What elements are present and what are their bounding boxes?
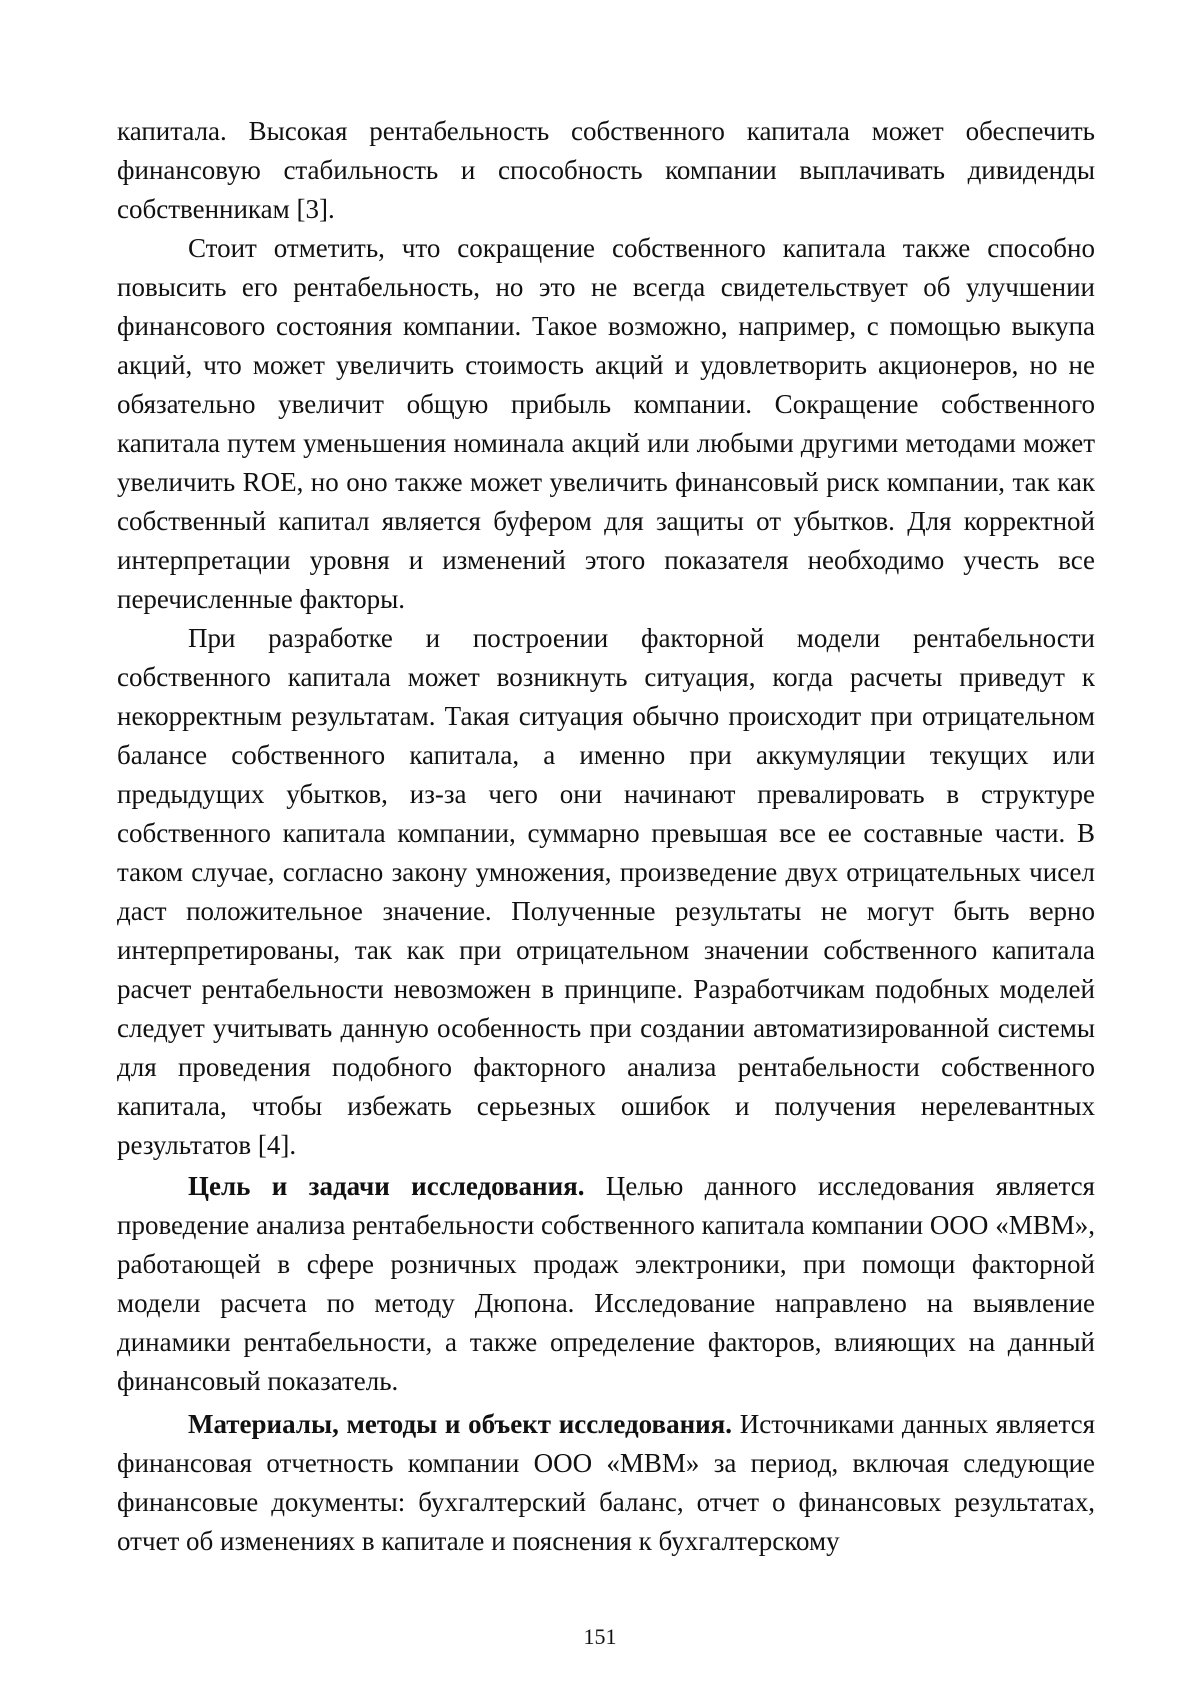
section-heading-goals: Цель и задачи исследования. (188, 1171, 585, 1201)
paragraph-materials-body: Источниками данных является финансовая отчетность компании ООО «МВМ» за период, включая следующие финансовые документы: бухгалтерский баланс, отчет о финансовых результатах, отчет об изменениях в капитале и пояснения к бухгалтерскому (117, 1409, 1095, 1556)
section-heading-materials: Материалы, методы и объект исследования. (188, 1409, 733, 1439)
paragraph-factor-model-issues: При разработке и построении факторной модели рентабельности собственного капитала может возникнуть ситуация, когда расчеты приведут к некорректным результатам. Такая ситуация обычно происходит при отрицательном балансе собственного капитала, а именно при аккумуляции текущих или предыдущих убытков, из-за чего они начинают превалировать в структуре собственного капитала компании, суммарно превышая все ее составные части. В таком случае, согласно закону умножения, произведение двух отрицательных чисел даст положительное значение. Полученные результаты не могут быть верно интерпретированы, так как при отрицательном значении собственного капитала расчет рентабельности невозможен в принципе. Разработчикам подобных моделей следует учитывать данную особенность при создании автоматизированной системы для проведения подобного факторного анализа рентабельности собственного капитала, чтобы избежать серьезных ошибок и получения нерелевантных результатов [4]. (117, 623, 1095, 1160)
paragraph-goals (117, 1167, 1095, 1401)
page-number: 151 (583, 1624, 617, 1649)
paragraph-goals-body: Целью данного исследования является проведение анализа рентабельности собственного капитала компании ООО «МВМ», работающей в сфере розничных продаж электроники, при помощи факторной модели расчета по методу Дюпона. Исследование направлено на выявление динамики рентабельности, а также определение факторов, влияющих на данный финансовый показатель. (117, 1171, 1095, 1396)
paragraph-materials (117, 1405, 1095, 1561)
paragraph-equity-reduction: Стоит отметить, что сокращение собственного капитала также способно повысить его рентабельность, но это не всегда свидетельствует об улучшении финансового состояния компании. Такое возможно, например, с помощью выкупа акций, что может увеличить стоимость акций и удовлетворить акционеров, но не обязательно увеличит общую прибыль компании. Сокращение собственного капитала путем уменьшения номинала акций или любыми другими методами может увеличить ROE, но оно также может увеличить финансовый риск компании, так как собственный капитал является буфером для защиты от убытков. Для корректной интерпретации уровня и изменений этого показателя необходимо учесть все перечисленные факторы. (117, 233, 1095, 614)
document-page (117, 112, 1095, 1561)
paragraph-roe-stability: капитала. Высокая рентабельность собственного капитала может обеспечить финансовую стабильность и способность компании выплачивать дивиденды собственникам [3]. (117, 116, 1095, 224)
